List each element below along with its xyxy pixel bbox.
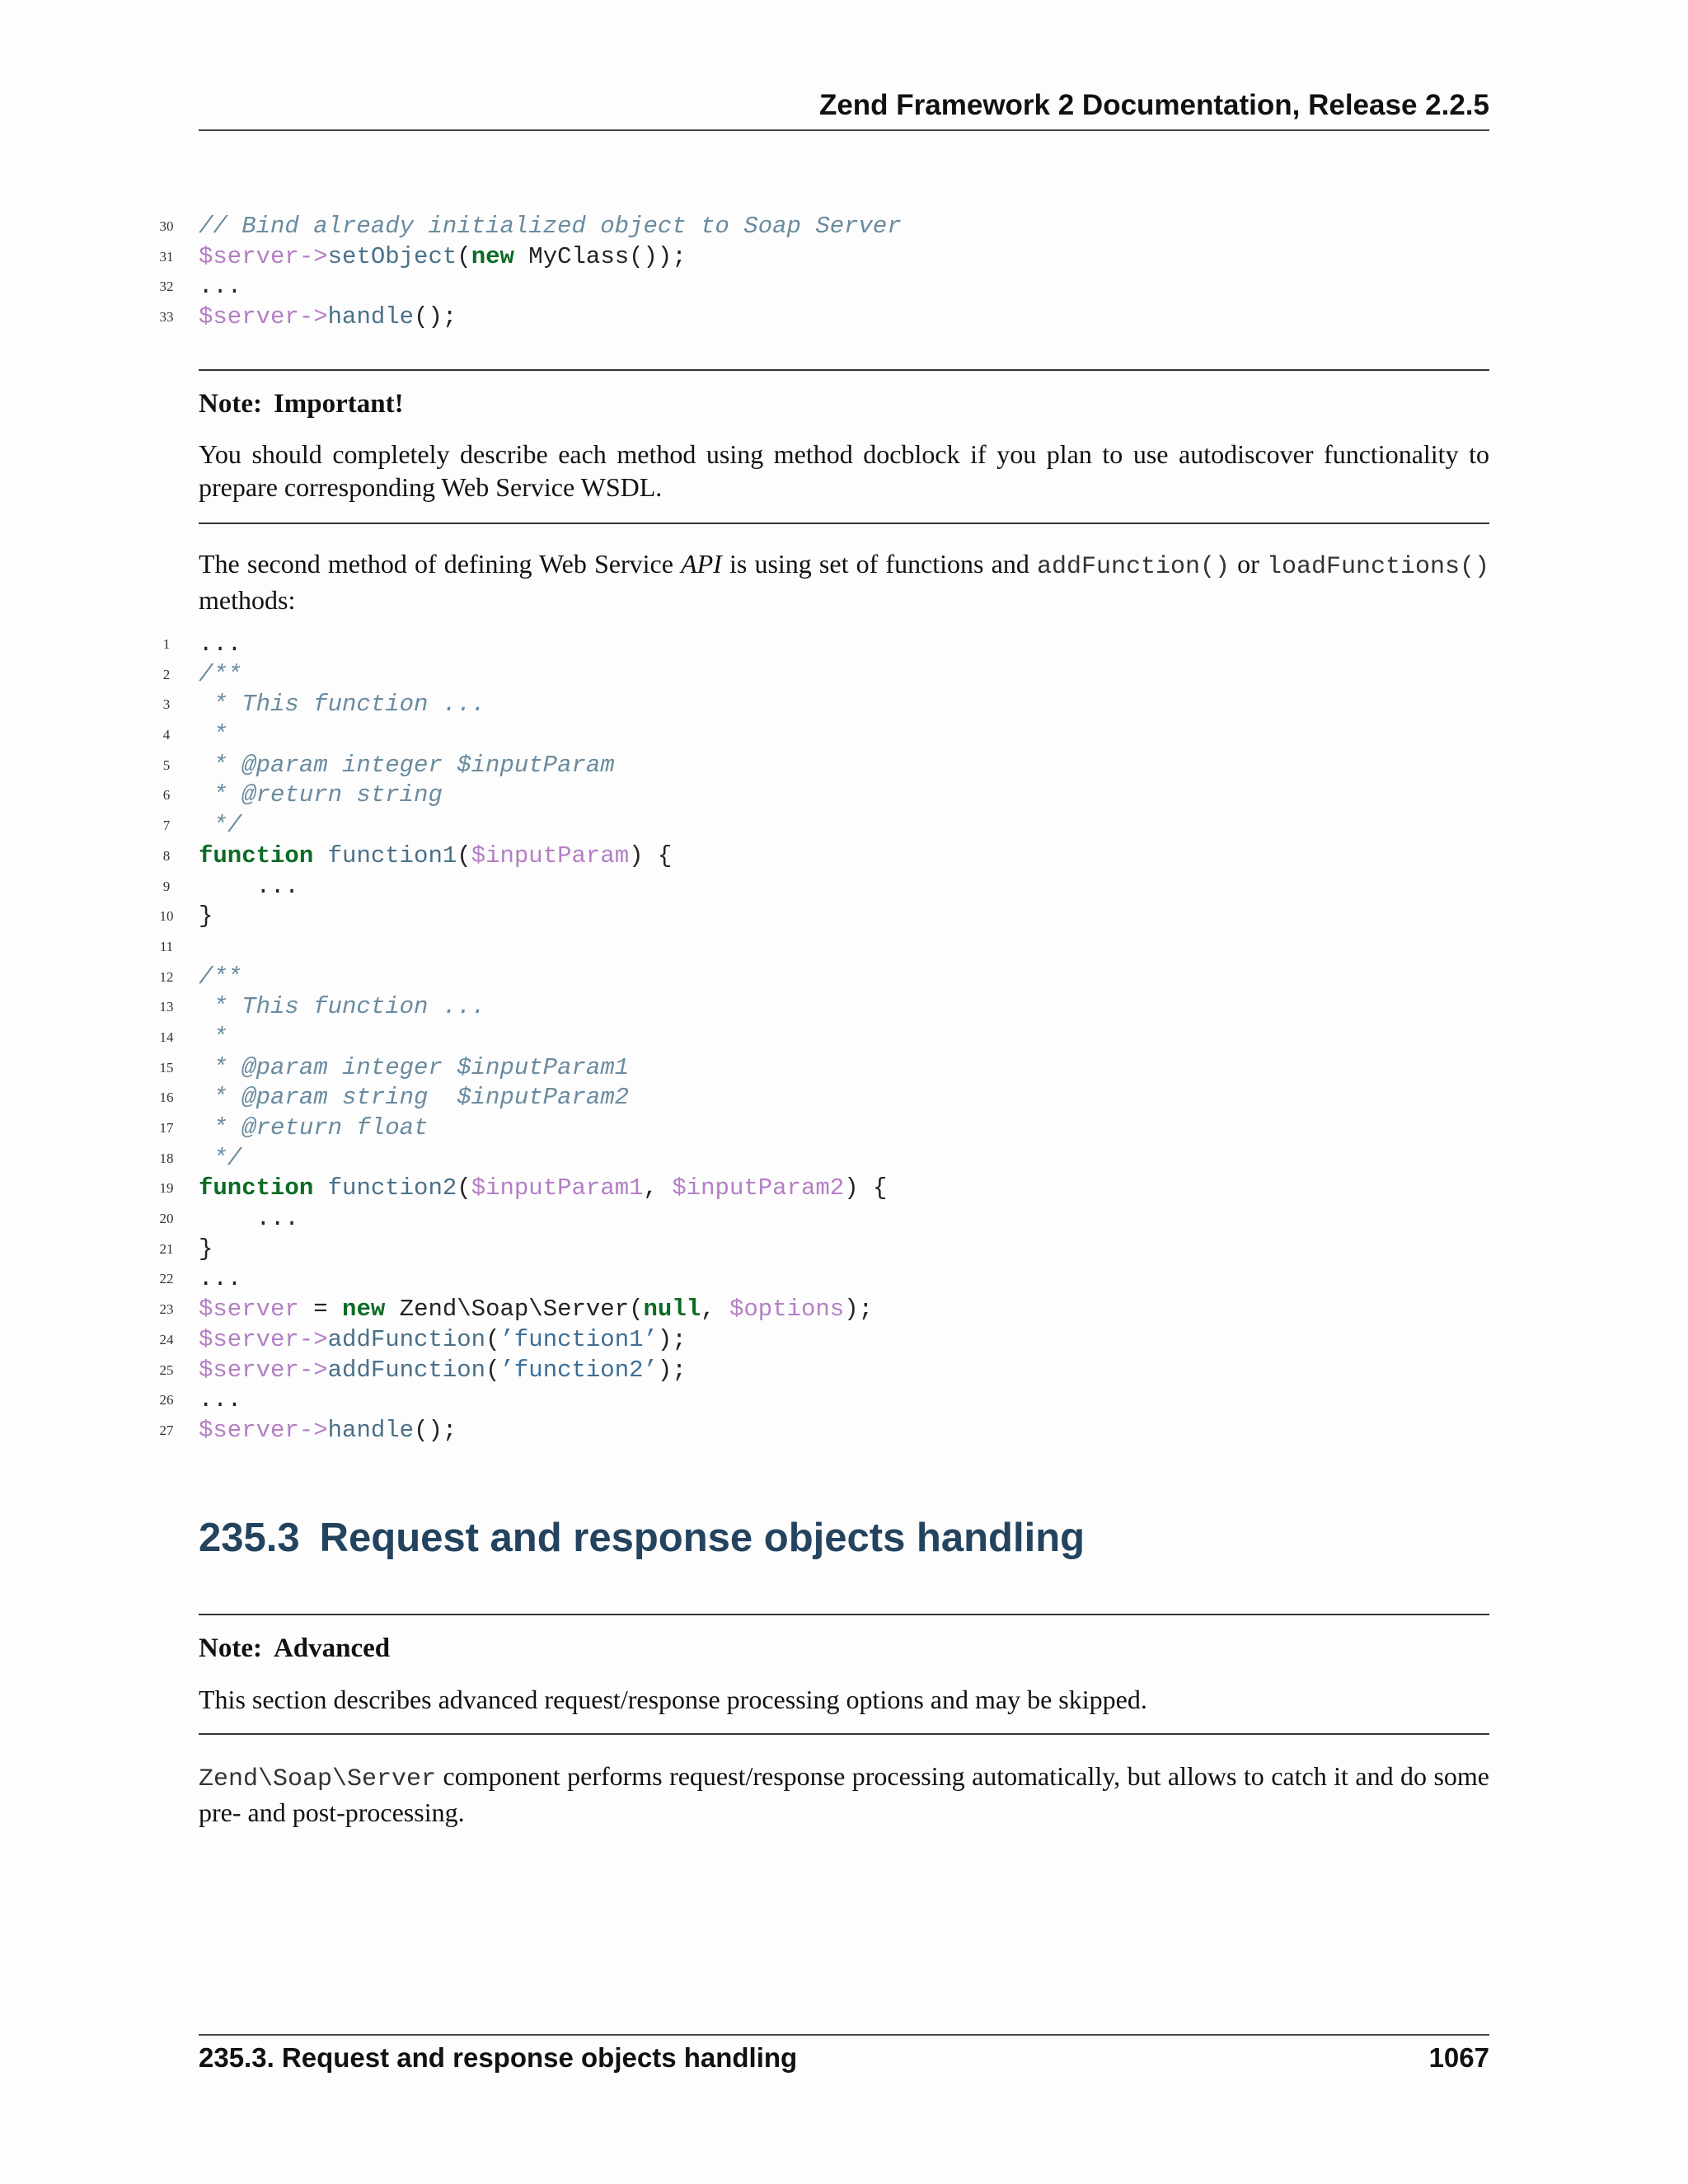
code-line — [149, 1235, 1489, 1265]
code-text: */ — [199, 1144, 242, 1172]
code-line — [149, 1023, 1489, 1053]
code-text: ... — [199, 1386, 242, 1414]
code-text: /** — [199, 660, 242, 688]
line-number: 30 — [159, 218, 174, 234]
code-line — [149, 1325, 1489, 1356]
line-number: 20 — [159, 1211, 174, 1227]
code-text: } — [199, 1235, 213, 1263]
header-rule — [199, 129, 1489, 131]
code-text: * This function ... — [199, 993, 486, 1021]
note-heading: Important! — [273, 389, 404, 419]
note-advanced-body: This section describes advanced request/response processing options and may be skipped. — [199, 1685, 1147, 1714]
code-line — [149, 302, 1489, 333]
code-line — [149, 1295, 1489, 1325]
code-text: * @param string $inputParam2 — [199, 1084, 630, 1112]
note-advanced-title — [199, 1633, 390, 1664]
line-number: 9 — [162, 878, 171, 894]
line-number: 24 — [159, 1331, 174, 1347]
code-text: * @return float — [199, 1114, 429, 1141]
code-text: /** — [199, 963, 242, 991]
note-heading: Advanced — [273, 1633, 391, 1663]
inline-code-zend-soap-server: Zend\Soap\Server — [199, 1765, 437, 1793]
code-text: $server->addFunction(’function1’); — [199, 1325, 687, 1353]
code-line — [149, 902, 1489, 932]
code-line — [149, 872, 1489, 902]
code-block-1 — [149, 212, 1489, 333]
code-line — [149, 1174, 1489, 1204]
code-text: $server->addFunction(’function2’); — [199, 1356, 687, 1384]
code-line — [149, 660, 1489, 691]
line-number: 3 — [162, 696, 171, 713]
line-number: 8 — [162, 847, 171, 864]
code-text: ... — [199, 1205, 299, 1233]
code-text: } — [199, 902, 213, 930]
code-line — [149, 1356, 1489, 1386]
line-number: 25 — [159, 1361, 174, 1378]
note-advanced-top-rule — [199, 1614, 1489, 1615]
section-heading — [199, 1515, 1085, 1561]
code-line — [149, 630, 1489, 660]
code-line — [149, 1264, 1489, 1295]
paragraph-text: or — [1230, 549, 1267, 579]
note-label: Note: — [199, 1633, 262, 1663]
running-header: Zend Framework 2 Documentation, Release 2.2.5 — [818, 89, 1489, 121]
line-number: 12 — [159, 968, 174, 985]
line-number: 4 — [162, 727, 171, 743]
code-text: * — [199, 721, 227, 749]
code-line — [149, 272, 1489, 302]
section-number: 235.3 — [199, 1516, 300, 1560]
line-number: 17 — [159, 1120, 174, 1136]
code-line — [149, 690, 1489, 720]
line-number: 32 — [159, 279, 174, 295]
code-text: * This function ... — [199, 691, 486, 719]
line-number: 11 — [159, 938, 174, 954]
inline-code-addfunction: addFunction() — [1036, 553, 1231, 581]
paragraph-text: methods: — [199, 585, 296, 615]
api-emphasis: API — [681, 549, 722, 579]
code-text: $server = new Zend\Soap\Server(null, $options); — [199, 1296, 874, 1324]
code-text: // Bind already initialized object to Soap Server — [199, 213, 902, 240]
code-text: ... — [199, 630, 242, 658]
note-important-bottom-rule — [199, 523, 1489, 524]
code-text: ... — [199, 1265, 242, 1293]
code-text: ... — [199, 872, 299, 900]
paragraph-soap-server — [199, 1760, 1489, 1829]
code-line — [149, 1416, 1489, 1446]
note-label: Note: — [199, 389, 262, 419]
code-line — [149, 780, 1489, 811]
paragraph-text: is using set of functions and — [721, 549, 1037, 579]
note-important-body: You should completely describe each method using method docblock if you plan to use autodiscover functionality to prepare corresponding Web Service WSDL. — [199, 439, 1489, 502]
line-number: 31 — [159, 248, 174, 265]
code-text: */ — [199, 812, 242, 840]
footer-rule — [199, 2034, 1489, 2036]
line-number: 33 — [159, 309, 174, 326]
line-number: 2 — [162, 666, 171, 682]
line-number: 16 — [159, 1090, 174, 1106]
line-number: 23 — [159, 1301, 174, 1318]
code-text: function function2($inputParam1, $inputParam2) { — [199, 1174, 888, 1202]
line-number: 6 — [162, 787, 171, 804]
code-block-2 — [149, 630, 1489, 1446]
line-number: 27 — [159, 1422, 174, 1438]
line-number: 26 — [159, 1392, 174, 1408]
line-number: 21 — [159, 1240, 174, 1257]
code-line — [149, 242, 1489, 273]
code-line — [149, 1385, 1489, 1416]
line-number: 1 — [162, 636, 171, 652]
code-text: * — [199, 1023, 227, 1051]
note-advanced-bottom-rule — [199, 1733, 1489, 1735]
code-text: * @return string — [199, 781, 443, 809]
paragraph-second-method — [199, 547, 1489, 616]
code-text: function function1($inputParam) { — [199, 841, 673, 869]
line-number: 10 — [159, 908, 174, 925]
code-line — [149, 1204, 1489, 1235]
page-number: 1067 — [1428, 2042, 1489, 2073]
line-number: 7 — [162, 818, 171, 834]
line-number: 14 — [159, 1029, 174, 1045]
code-line — [149, 992, 1489, 1023]
code-line — [149, 1053, 1489, 1084]
line-number: 15 — [159, 1059, 174, 1076]
code-line — [149, 1113, 1489, 1144]
code-text: $server->handle(); — [199, 303, 457, 331]
paragraph-text: The second method of defining Web Service — [199, 549, 682, 579]
code-text: * @param integer $inputParam1 — [199, 1053, 630, 1081]
code-text: * @param integer $inputParam — [199, 751, 615, 779]
code-line — [149, 932, 1489, 963]
code-line — [149, 751, 1489, 781]
code-line — [149, 811, 1489, 841]
line-number: 5 — [162, 757, 171, 773]
code-text: $server->handle(); — [199, 1416, 457, 1444]
line-number: 18 — [159, 1150, 174, 1166]
footer-section: 235.3. Request and response objects handling — [199, 2042, 798, 2073]
code-text: $server->setObject(new MyClass()); — [199, 242, 687, 270]
code-line — [149, 963, 1489, 993]
section-title: Request and response objects handling — [319, 1516, 1085, 1560]
paragraph-text: component performs request/response processing automatically, but allows to catch it and do some pre- and post-processing. — [199, 1761, 1489, 1827]
code-text: ... — [199, 273, 242, 301]
line-number: 19 — [159, 1180, 174, 1197]
note-important-title — [199, 389, 404, 419]
note-important-top-rule — [199, 369, 1489, 371]
code-line — [149, 212, 1489, 242]
code-line — [149, 720, 1489, 751]
code-line — [149, 1083, 1489, 1113]
line-number: 22 — [159, 1271, 174, 1287]
line-number: 13 — [159, 999, 174, 1015]
code-line — [149, 841, 1489, 872]
inline-code-loadfunctions: loadFunctions() — [1266, 553, 1490, 581]
code-line — [149, 1144, 1489, 1174]
